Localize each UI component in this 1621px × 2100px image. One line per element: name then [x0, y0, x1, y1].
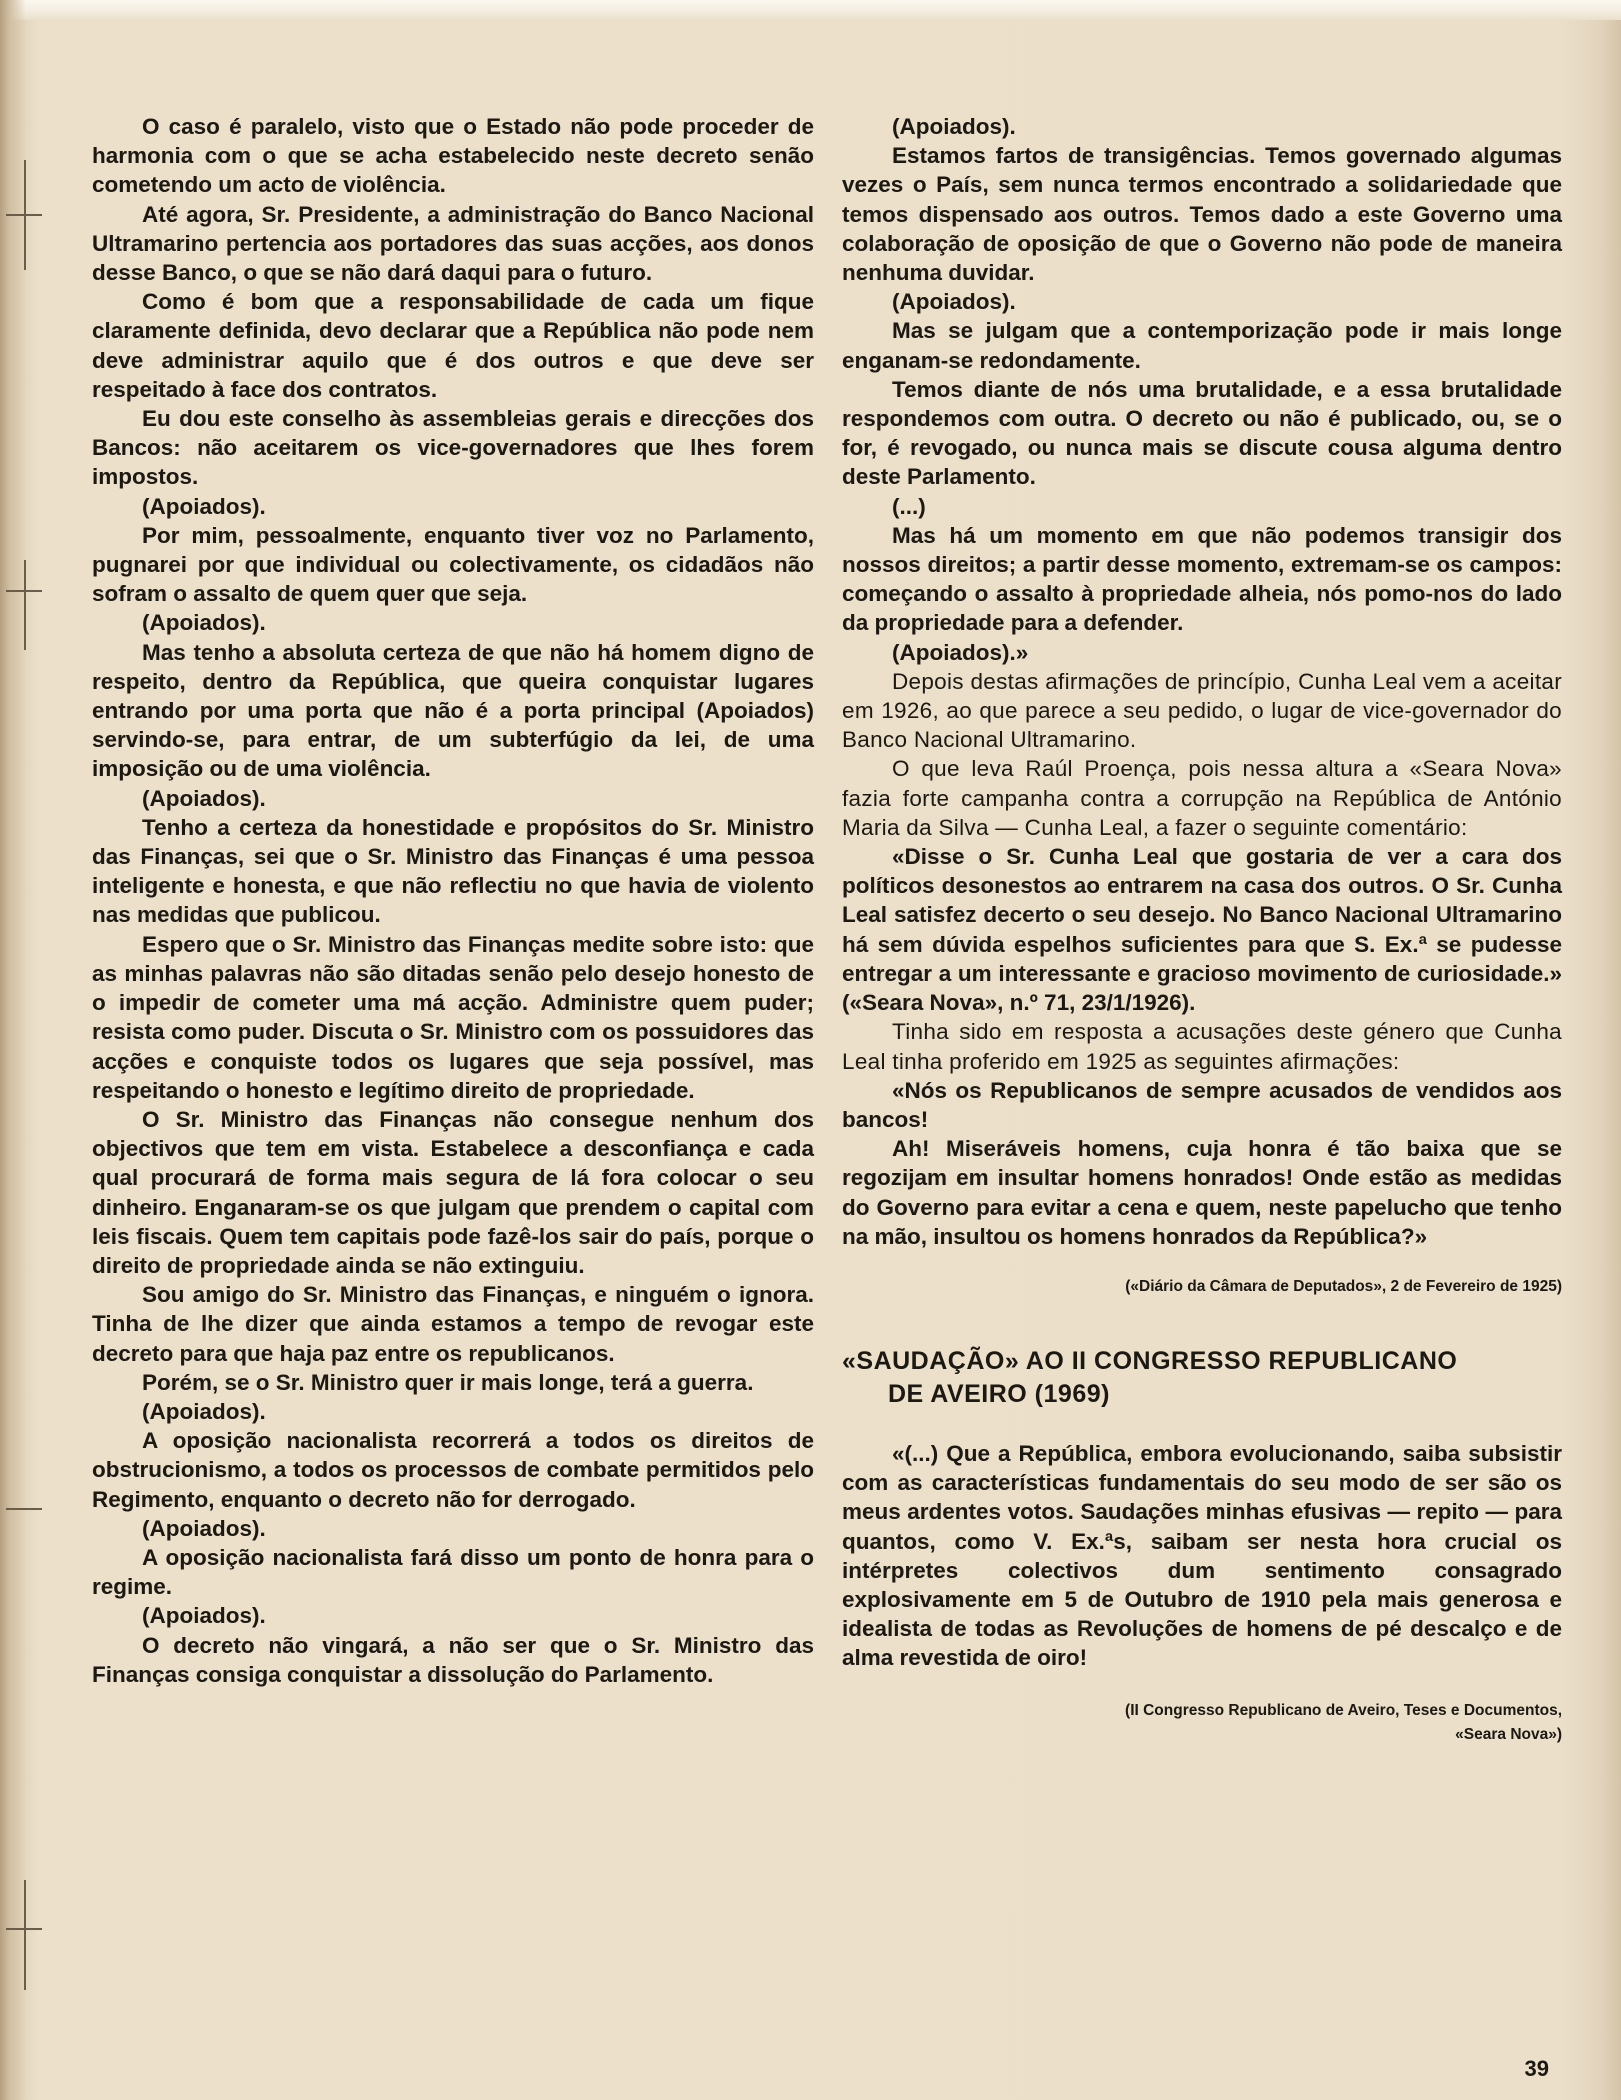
paragraph: A oposição nacionalista recorrerá a todos os direitos de obstrucionismo, a todos os processos de combate permitidos pelo Regimento, enquanto o decreto não for derrogado.: [92, 1428, 814, 1512]
citation-line-2: «Seara Nova»): [1455, 1725, 1562, 1743]
binding-stitch: [6, 590, 42, 592]
binding-stitch: [6, 1508, 42, 1510]
paragraph: «Disse o Sr. Cunha Leal que gostaria de ver a cara dos políticos desonestos ao entrarem na casa dos outros. O Sr. Cunha Leal satisfez decerto o seu desejo. No Banco Nacional Ultramarino há sem dúvida espelhos suficientes para que S. Ex.ª se pudesse entregar a um interessante e gracioso movimento de curiosidade.» («Seara Nova», n.º 71, 23/1/1926).: [842, 844, 1562, 1016]
paragraph: Ah! Miseráveis homens, cuja honra é tão baixa que se regozijam em insultar homens honrados! Onde estão as medidas do Governo para evitar a cena e quem, neste papelucho que tenho na mão, insultou os homens honrados da República?»: [842, 1136, 1562, 1249]
paragraph: Temos diante de nós uma brutalidade, e a essa brutalidade respondemos com outra. O decreto ou não é publicado, ou, se o for, é revogado, ou nunca mais se discute cousa alguma dentro deste Parlamento.: [842, 376, 1562, 490]
interjection: (Apoiados).»: [892, 639, 1029, 665]
paragraph: O Sr. Ministro das Finanças não consegue nenhum dos objectivos que tem em vista. Estabelece a desconfiança e cada qual procurará de forma mais segura de lá fora colocar o seu dinheiro. Enganaram-se os que julgam que prendem o capital com leis fiscais. Quem tem capitais pode fazê-los sair do país, porque o direito de propriedade ainda se não extinguiu.: [92, 1106, 814, 1278]
citation-diario-camara: («Diário da Câmara de Deputados», 2 de Fevereiro de 1925): [1125, 1277, 1562, 1295]
right-column-saudacao: [842, 1439, 1562, 1673]
page-binding-edge: [0, 0, 26, 2100]
binding-thread: [24, 560, 26, 650]
section-heading-line-1: «SAUDAÇÃO» AO II CONGRESSO REPUBLICANO: [842, 1346, 1458, 1375]
paragraph: Espero que o Sr. Ministro das Finanças medite sobre isto: que as minhas palavras não são ditadas senão pelo desejo honesto de o impedir de cometer uma má acção. Administre quem puder; resista como puder. Discuta o Sr. Ministro com os possuidores das acções e conquiste todos os lugares que seja possível, mas respeitando o honesto e legítimo direito de propriedade.: [92, 931, 814, 1103]
paragraph: Depois destas afirmações de princípio, Cunha Leal vem a aceitar em 1926, ao que parece a seu pedido, o lugar de vice-governador do Banco Nacional Ultramarino.: [842, 668, 1562, 753]
interjection: (Apoiados).: [142, 1603, 266, 1629]
paragraph: «(...) Que a República, embora evolucionando, saiba subsistir com as características fundamentais do seu modo de ser são os meus ardentes votos. Saudações minhas efusivas — repito — para quantos, como V. Ex.ªs, saibam ser nesta hora crucial os intérpretes colectivos dum sentimento consagrado explosivamente em 5 de Outubro de 1910 pela mais generosa e idealista de todas as Revoluções de homens de pé descalço e de alma revestida de oiro!: [842, 1440, 1562, 1671]
interjection: (Apoiados).: [142, 610, 266, 636]
paragraph: Até agora, Sr. Presidente, a administração do Banco Nacional Ultramarino pertencia aos portadores das suas acções, aos donos desse Banco, o que se não dará daqui para o futuro.: [92, 201, 814, 286]
paragraph: Estamos fartos de transigências. Temos governado algumas vezes o País, sem nunca termos encontrado a solidariedade que temos dispensado aos outros. Temos dado a este Governo uma colaboração de oposição de que o Governo não pode de maneira nenhuma duvidar.: [842, 143, 1562, 286]
right-column-speech: [842, 112, 1562, 1251]
interjection: (Apoiados).: [142, 785, 266, 811]
page-top-edge: [0, 0, 1621, 20]
paragraph: Mas tenho a absoluta certeza de que não há homem digno de respeito, dentro da República, que queira conquistar lugares entrando por uma porta que não é a porta principal (Apoiados) servindo-se, para entrar, de um subterfúgio da lei, de uma imposição ou de uma violência.: [92, 639, 814, 782]
paragraph: O caso é paralelo, visto que o Estado não pode proceder de harmonia com o que se acha estabelecido neste decreto senão cometendo um acto de violência.: [92, 114, 814, 198]
paragraph: Eu dou este conselho às assembleias gerais e direcções dos Bancos: não aceitarem os vice-governadores que lhes forem impostos.: [92, 406, 814, 490]
paragraph: A oposição nacionalista fará disso um ponto de honra para o regime.: [92, 1544, 814, 1600]
citation-congresso-aveiro: [842, 1699, 1562, 1747]
paragraph: O decreto não vingará, a não ser que o Sr. Ministro das Finanças consiga conquistar a dissolução do Parlamento.: [92, 1632, 814, 1687]
binding-stitch: [6, 1928, 42, 1930]
interjection: (Apoiados).: [142, 1515, 266, 1541]
paragraph: Tinha sido em resposta a acusações deste género que Cunha Leal tinha proferido em 1925 as seguintes afirmações:: [842, 1019, 1562, 1074]
binding-stitch: [6, 214, 42, 216]
paragraph: Tenho a certeza da honestidade e propósitos do Sr. Ministro das Finanças, sei que o Sr. Ministro das Finanças é uma pessoa inteligente e honesta, e que não reflectiu no que havia de violento nas medidas que publicou.: [92, 814, 814, 928]
paragraph: Porém, se o Sr. Ministro quer ir mais longe, terá a guerra.: [142, 1369, 754, 1395]
interjection: (Apoiados).: [142, 1398, 266, 1424]
paragraph: Mas se julgam que a contemporização pode ir mais longe enganam-se redondamente.: [842, 318, 1562, 373]
binding-thread: [24, 1880, 26, 1990]
interjection: (Apoiados).: [892, 289, 1016, 315]
interjection: (Apoiados).: [892, 114, 1016, 139]
paragraph: «Nós os Republicanos de sempre acusados de vendidos aos bancos!: [842, 1077, 1562, 1132]
paragraph: Como é bom que a responsabilidade de cada um fique claramente definida, devo declarar que a República não pode nem deve administrar aquilo que é dos outros e que deve ser respeitado à face dos contratos.: [92, 289, 814, 402]
section-heading-line-2: DE AVEIRO (1969): [888, 1379, 1110, 1408]
paragraph: Por mim, pessoalmente, enquanto tiver voz no Parlamento, pugnarei por que individual ou colectivamente, os cidadãos não sofram o assalto de quem quer que seja.: [92, 522, 814, 607]
section-heading: [842, 1345, 1562, 1411]
left-column: [92, 112, 814, 1689]
right-column: [842, 112, 1562, 1747]
paragraph: Sou amigo do Sr. Ministro das Finanças, e ninguém o ignora. Tinha de lhe dizer que ainda estamos a tempo de revogar este decreto para que haja paz entre os republicanos.: [92, 1282, 814, 1366]
interjection: (Apoiados).: [142, 493, 266, 519]
interjection: (...): [892, 493, 926, 519]
paragraph: Mas há um momento em que não podemos transigir dos nossos direitos; a partir desse momento, extremam-se os campos: começando o assalto à propriedade alheia, nós pomo-nos do lado da propriedade para a defender.: [842, 522, 1562, 636]
citation-line-1: (II Congresso Republicano de Aveiro, Teses e Documentos,: [1125, 1701, 1562, 1719]
paragraph: O que leva Raúl Proença, pois nessa altura a «Seara Nova» fazia forte campanha contra a corrupção na República de António Maria da Silva — Cunha Leal, a fazer o seguinte comentário:: [842, 756, 1562, 840]
page-number: 39: [1524, 2056, 1549, 2081]
